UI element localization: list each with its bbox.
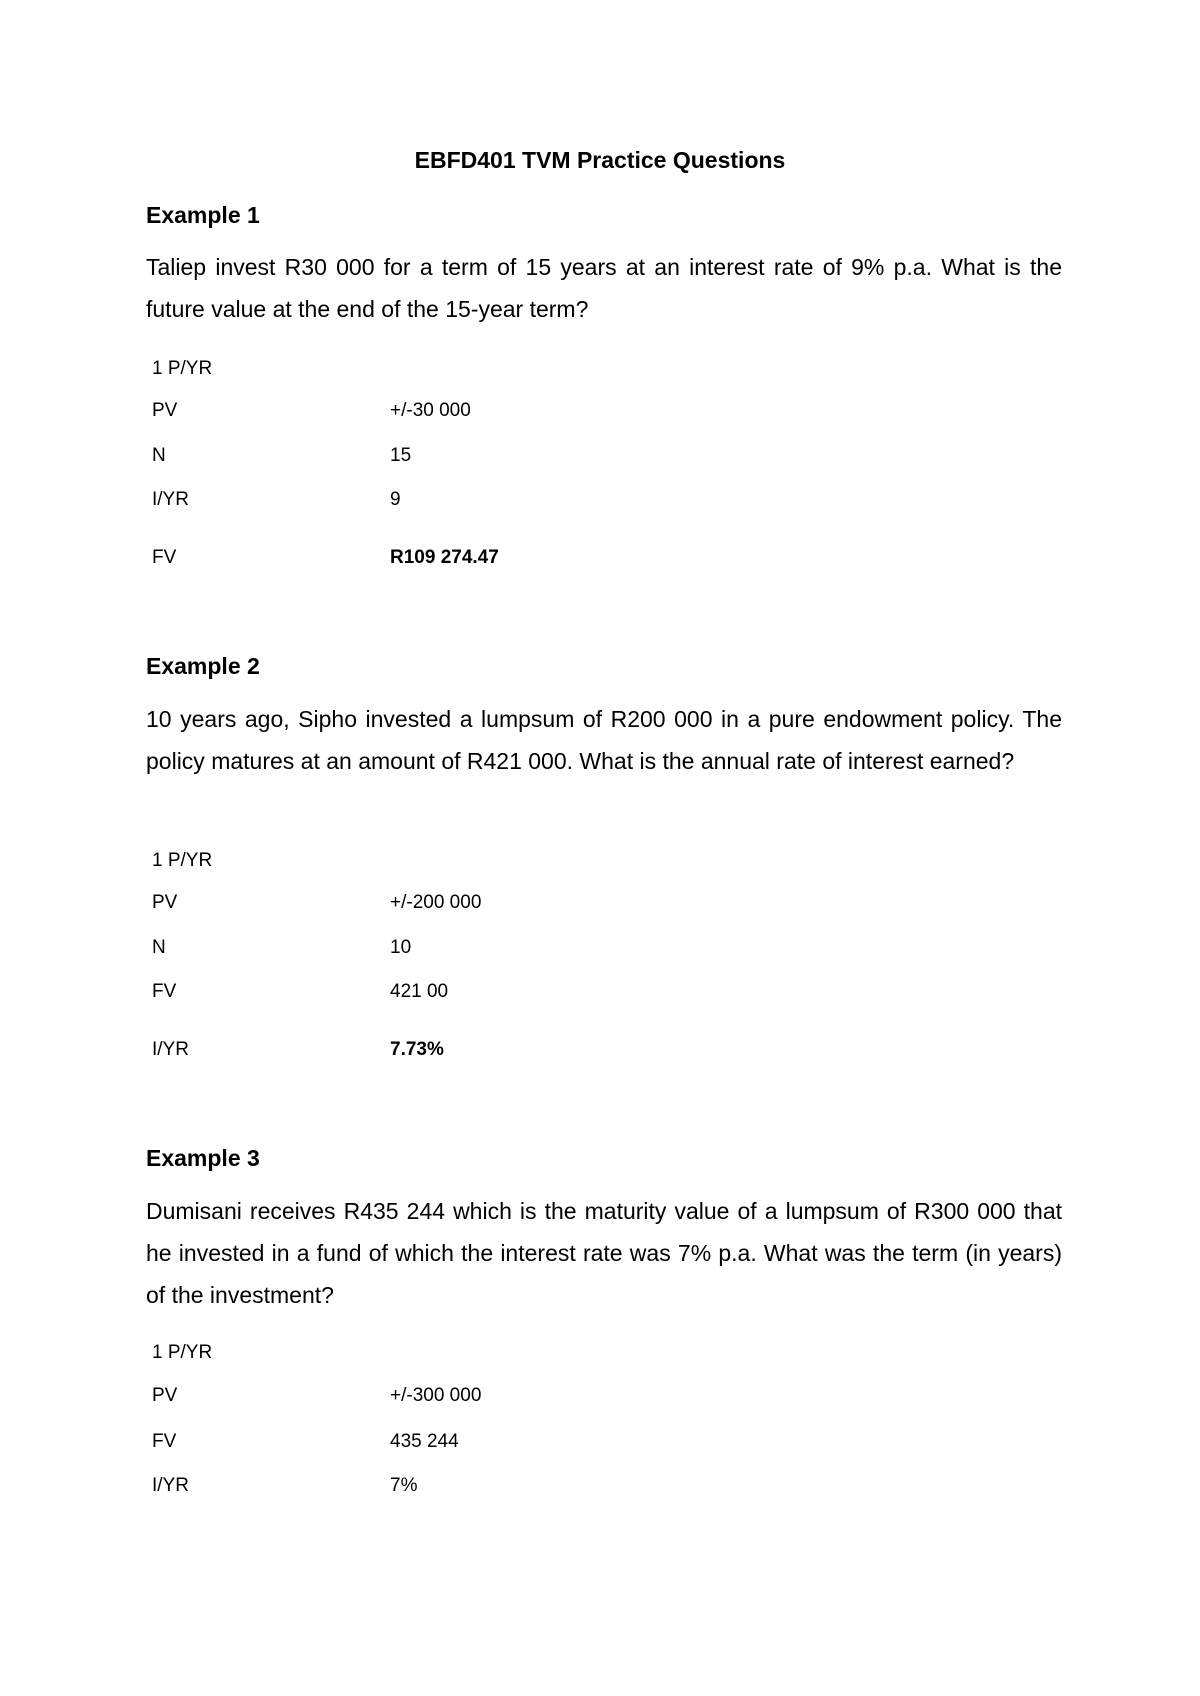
calc-key: FV bbox=[152, 547, 177, 568]
calc-value: 15 bbox=[390, 445, 412, 466]
calc-key: N bbox=[152, 445, 166, 466]
calc-row bbox=[152, 979, 652, 1005]
calculator-setting bbox=[152, 1340, 652, 1366]
calc-key: PV bbox=[152, 400, 178, 421]
calc-row bbox=[152, 890, 652, 916]
example-question: 10 years ago, Sipho invested a lumpsum of R200 000 in a pure endowment policy. The policy matures at an amount of R421 000. What is the annual rate of interest earned? bbox=[146, 706, 1062, 774]
calc-value: 7% bbox=[390, 1475, 418, 1496]
calc-key: PV bbox=[152, 1385, 178, 1406]
calc-row bbox=[152, 1429, 652, 1455]
calc-row bbox=[152, 398, 652, 424]
calc-row bbox=[152, 935, 652, 961]
example-question: Taliep invest R30 000 for a term of 15 years at an interest rate of 9% p.a. What is the future value at the end of the 15-year term? bbox=[146, 254, 1062, 322]
document-title: EBFD401 TVM Practice Questions bbox=[414, 147, 786, 173]
calc-setting-label: 1 P/YR bbox=[152, 358, 213, 379]
example-heading: Example 2 bbox=[146, 653, 260, 679]
calc-setting-label: 1 P/YR bbox=[152, 1342, 213, 1363]
calc-answer-row bbox=[152, 1037, 652, 1063]
calc-value: 10 bbox=[390, 937, 412, 958]
calc-row bbox=[152, 443, 652, 469]
calc-key: I/YR bbox=[152, 489, 189, 510]
calc-value: 421 00 bbox=[390, 981, 449, 1002]
calc-key: PV bbox=[152, 892, 178, 913]
calc-row bbox=[152, 1473, 652, 1499]
calc-key: FV bbox=[152, 981, 177, 1002]
calc-answer-value: 7.73% bbox=[390, 1039, 444, 1060]
example-heading: Example 1 bbox=[146, 202, 260, 228]
calc-key: I/YR bbox=[152, 1039, 189, 1060]
calc-row bbox=[152, 487, 652, 513]
calc-setting-label: 1 P/YR bbox=[152, 850, 213, 871]
calculator-setting bbox=[152, 848, 652, 874]
calc-value: 9 bbox=[390, 489, 401, 510]
calc-key: N bbox=[152, 937, 166, 958]
calculator-setting bbox=[152, 356, 652, 382]
calc-value: +/-300 000 bbox=[390, 1385, 482, 1406]
example-heading: Example 3 bbox=[146, 1145, 260, 1171]
calc-key: I/YR bbox=[152, 1475, 189, 1496]
calc-value: 435 244 bbox=[390, 1431, 459, 1452]
calc-key: FV bbox=[152, 1431, 177, 1452]
calc-value: +/-30 000 bbox=[390, 400, 471, 421]
calc-answer-row bbox=[152, 545, 652, 571]
calc-value: +/-200 000 bbox=[390, 892, 482, 913]
example-question: Dumisani receives R435 244 which is the maturity value of a lumpsum of R300 000 that he invested in a fund of which the interest rate was 7% p.a. What was the term (in years) of the investment? bbox=[146, 1198, 1062, 1308]
calc-answer-value: R109 274.47 bbox=[390, 547, 499, 568]
calc-row bbox=[152, 1383, 652, 1409]
